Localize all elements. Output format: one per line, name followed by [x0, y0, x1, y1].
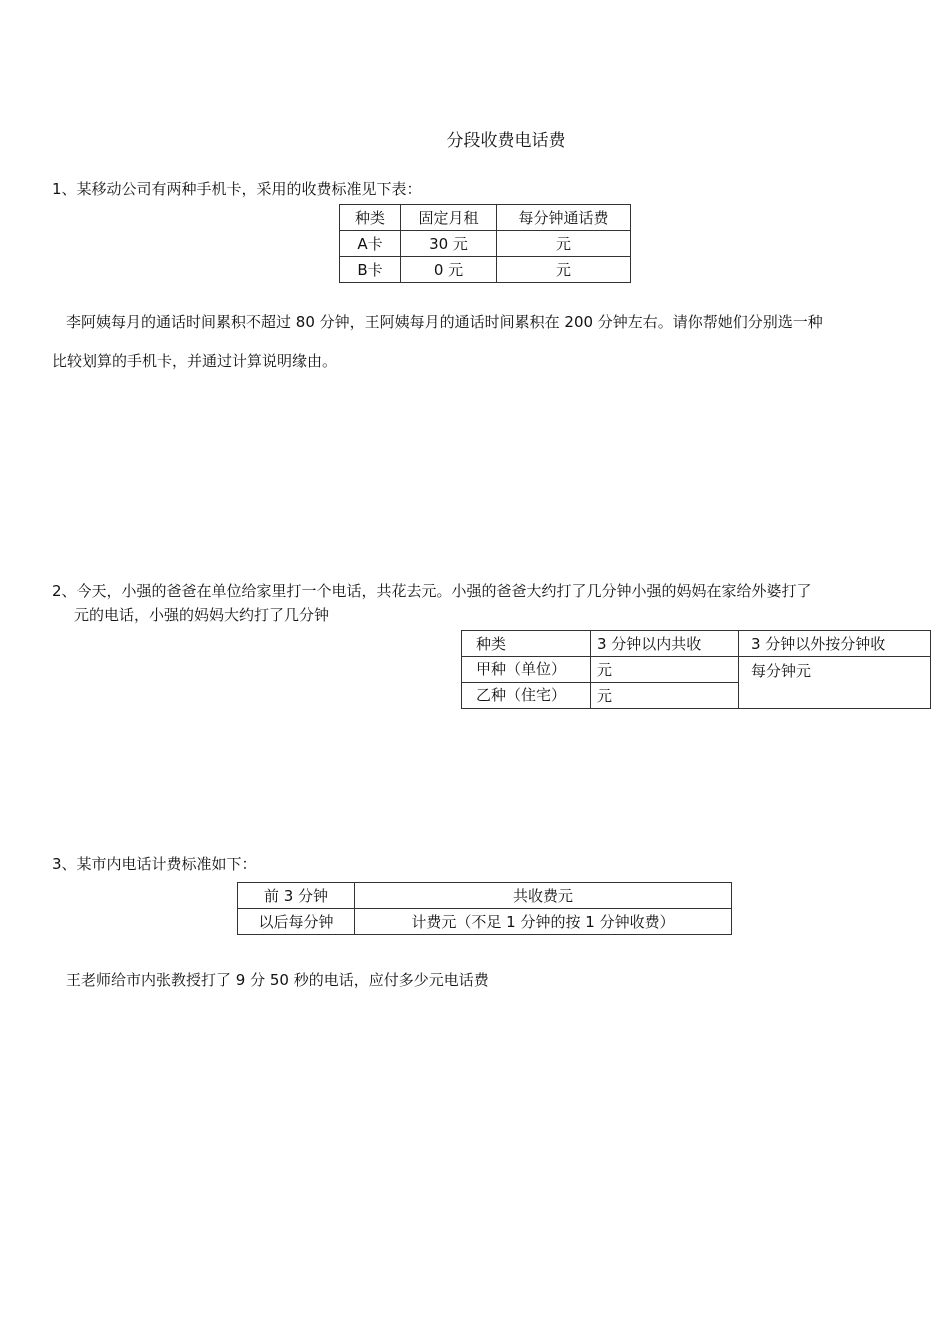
table-cell	[462, 657, 591, 683]
table-cell: 共收费元	[355, 883, 732, 909]
table-header-row	[462, 631, 931, 657]
q1-text-line1: 李阿姨每月的通话时间累积不超过 80 分钟，王阿姨每月的通话时间累积在 200 分钟左右。请你帮她们分别选一种	[66, 313, 823, 331]
table-row	[340, 257, 631, 283]
table-cell: 30 元	[401, 231, 497, 257]
table-cell: 以后每分钟	[238, 909, 355, 935]
table-row	[340, 231, 631, 257]
table-row	[462, 657, 931, 683]
q2-question-line2: 元的电话，小强的妈妈大约打了几分钟	[74, 606, 330, 624]
table-header-cell: 每分钟通话费	[497, 205, 631, 231]
table-cell-text: 乙种（住宅）	[476, 686, 567, 704]
table-cell: A卡	[340, 231, 401, 257]
q2-question-line1: 2、今天，小强的爸爸在单位给家里打一个电话，共花去元。小强的爸爸大约打了几分钟小强的妈妈在家给外婆打了	[52, 582, 812, 600]
table-header-cell: 种类	[462, 631, 591, 657]
table-header-cell: 3 分钟以内共收	[591, 631, 739, 657]
table-cell: 计费元（不足 1 分钟的按 1 分钟收费）	[355, 909, 732, 935]
table-cell-text: 甲种（单位）	[476, 660, 567, 678]
table-cell-merged: 每分钟元	[739, 657, 931, 709]
table-cell: 元	[591, 657, 739, 683]
table-cell	[462, 683, 591, 709]
table-cell: 元	[497, 231, 631, 257]
table-cell: 元	[591, 683, 739, 709]
table-cell: B卡	[340, 257, 401, 283]
table-header-cell: 种类	[340, 205, 401, 231]
q3-question: 3、某市内电话计费标准如下：	[52, 855, 257, 873]
q3-text: 王老师给市内张教授打了 9 分 50 秒的电话，应付多少元电话费	[66, 971, 489, 989]
page-title: 分段收费电话费	[446, 131, 566, 151]
q1-text-line2: 比较划算的手机卡，并通过计算说明缘由。	[52, 352, 338, 370]
table-cell: 0 元	[401, 257, 497, 283]
q1-fee-table	[339, 204, 631, 283]
table-row	[238, 883, 732, 909]
table-header-row	[340, 205, 631, 231]
q3-fee-table	[237, 882, 732, 935]
table-row	[238, 909, 732, 935]
q2-fee-table	[461, 630, 931, 709]
table-cell: 元	[497, 257, 631, 283]
q1-question: 1、某移动公司有两种手机卡，采用的收费标准见下表：	[52, 180, 422, 198]
table-header-cell: 3 分钟以外按分钟收	[739, 631, 931, 657]
table-cell: 前 3 分钟	[238, 883, 355, 909]
table-header-cell: 固定月租	[401, 205, 497, 231]
